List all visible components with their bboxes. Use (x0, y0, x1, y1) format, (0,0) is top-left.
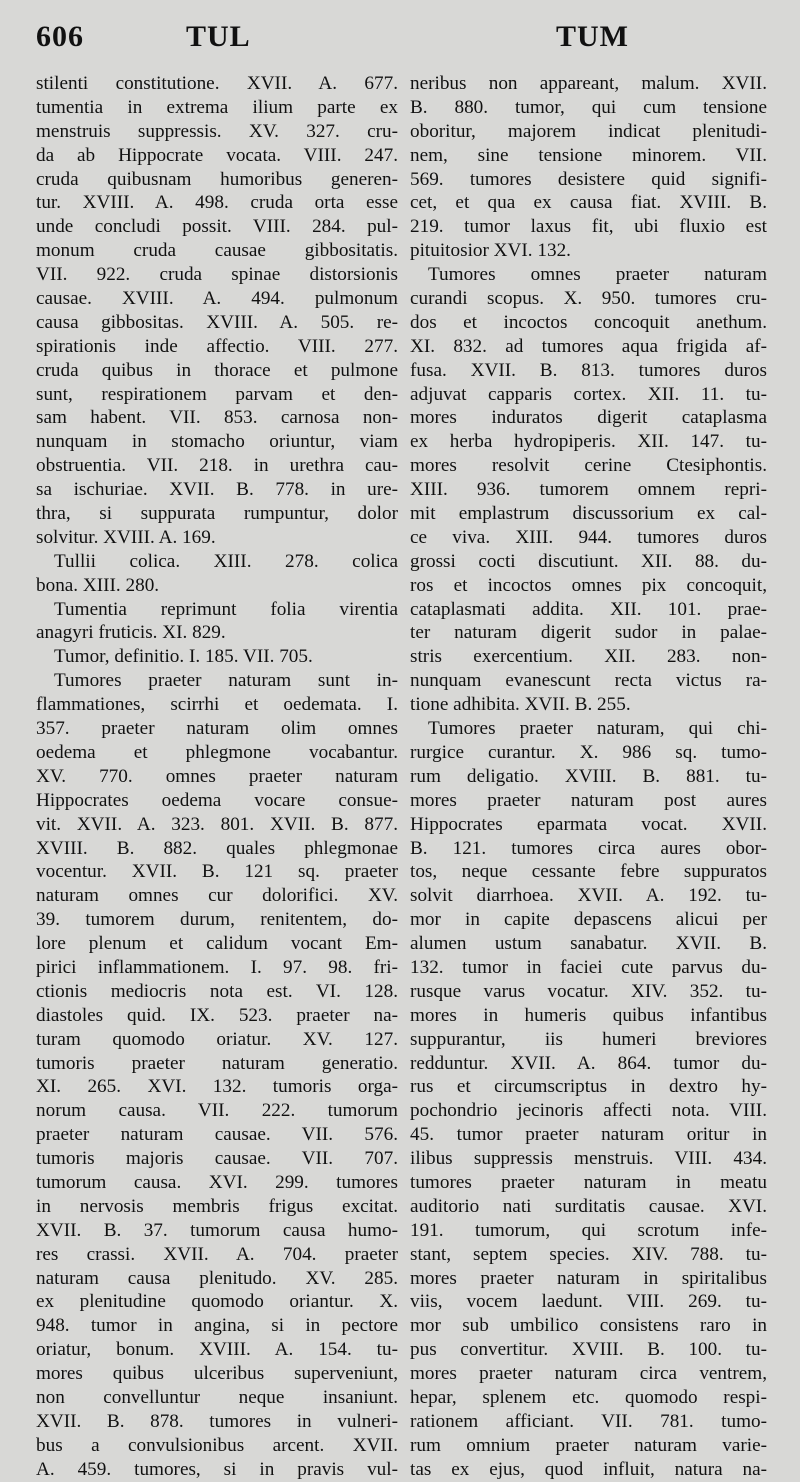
text-line: flammationes, scirrhi et oedemata. I. (36, 694, 398, 716)
right-running-head: TUM (556, 20, 629, 53)
text-line: alumen ustum sanabatur. XVII. B. (410, 933, 767, 955)
text-line: unde concludi possit. VIII. 284. pul- (36, 216, 398, 238)
text-line: oedema et phlegmone vocabantur. (36, 741, 398, 763)
text-line: praeter naturam causae. VII. 576. (36, 1124, 398, 1146)
text-line: mores praeter naturam circa ventrem, (410, 1363, 767, 1385)
text-line: tumentia in extrema ilium parte ex (36, 96, 398, 118)
text-line: XVII. B. 878. tumores in vulneri- (36, 1410, 398, 1432)
text-line: bus a convulsionibus arcent. XVII. (36, 1434, 398, 1456)
text-line: XVII. B. 37. tumorum causa humo- (36, 1219, 398, 1241)
text-line: causae. XVIII. A. 494. pulmonum (36, 288, 398, 310)
text-line: vocentur. XVII. B. 121 sq. praeter (36, 861, 398, 883)
text-line: solvitur. XVIII. A. 169. (36, 526, 216, 548)
text-line: 219. tumor laxus fit, ubi fluxio est (410, 216, 767, 238)
text-line: cataplasmati addita. XII. 101. prae- (410, 598, 767, 620)
text-line: tas ex ejus, quod influit, natura na- (410, 1458, 767, 1480)
text-line: thra, si suppurata rumpuntur, dolor (36, 503, 398, 525)
text-line: tos, neque cessante febre suppuratos (410, 861, 767, 883)
text-line: res crassi. XVII. A. 704. praeter (36, 1243, 398, 1265)
text-line: menstruis suppressis. XV. 327. cru- (36, 120, 398, 142)
text-line: suppurantur, iis humeri breviores (410, 1028, 767, 1050)
text-line: pus convertitur. XVIII. B. 100. tu- (410, 1339, 767, 1361)
text-line: redduntur. XVII. A. 864. tumor du- (410, 1052, 767, 1074)
text-line: 191. tumorum, qui scrotum infe- (410, 1219, 767, 1241)
text-line: causa gibbositas. XVIII. A. 505. re- (36, 311, 398, 333)
text-line: sunt, respirationem parvam et den- (36, 383, 398, 405)
text-line: neribus non appareant, malum. XVII. (410, 73, 767, 94)
text-line: Tumores omnes praeter naturam (428, 264, 767, 286)
text-line: stris exercentium. XII. 283. non- (410, 646, 767, 668)
right-column (410, 72, 767, 1482)
text-line: XVIII. B. 882. quales phlegmonae (36, 837, 398, 859)
text-line: sam habent. VII. 853. carnosa non- (36, 407, 398, 429)
text-line: ex plenitudine quomodo oriantur. X. (36, 1291, 398, 1313)
text-line: Tumentia reprimunt folia virentia (54, 598, 398, 620)
text-line: mores praeter naturam post aures (410, 789, 767, 811)
text-line: rum omnium praeter naturam varie- (410, 1434, 767, 1456)
text-line: fusa. XVII. B. 813. tumores duros (410, 359, 767, 381)
text-line: mores induratos digerit cataplasma (410, 407, 767, 429)
text-line: cet, et qua ex causa fiat. XVIII. B. (410, 192, 767, 214)
text-line: pirici inflammationem. I. 97. 98. fri- (36, 956, 398, 978)
text-line: oriatur, bonum. XVIII. A. 154. tu- (36, 1339, 398, 1361)
text-line: pochondrio jecinoris affecti nota. VIII. (410, 1100, 767, 1122)
left-column (36, 72, 398, 1482)
text-line: mores praeter naturam in spiritalibus (410, 1267, 767, 1289)
text-line: mor in capite depascens alicui per (410, 909, 767, 931)
text-line: Tullii colica. XIII. 278. colica (54, 550, 398, 572)
text-line: stant, septem species. XIV. 788. tu- (410, 1243, 767, 1265)
left-running-head: TUL (186, 20, 251, 53)
text-line: grossi cocti discutiunt. XII. 88. du- (410, 550, 767, 572)
text-line: nunquam in stomacho oriuntur, viam (36, 431, 398, 453)
text-line: adjuvat capparis cortex. XII. 11. tu- (410, 383, 767, 405)
page-header (0, 16, 800, 66)
text-line: lore plenum et calidum vocant Em- (36, 933, 398, 955)
text-line: non convelluntur neque insaniunt. (36, 1386, 398, 1408)
text-line: spirationis inde affectio. VIII. 277. (36, 335, 398, 357)
text-line: oboritur, majorem indicat plenitudi- (410, 120, 767, 142)
text-line: nunquam evanescunt recta victus ra- (410, 670, 767, 692)
text-line: in nervosis membris frigus excitat. (36, 1195, 398, 1217)
text-line: B. 880. tumor, qui cum tensione (410, 96, 767, 118)
text-line: ex herba hydropiperis. XII. 147. tu- (410, 431, 767, 453)
text-line: ctionis mediocris nota est. VI. 128. (36, 980, 398, 1002)
text-line: 45. tumor praeter naturam oritur in (410, 1124, 767, 1146)
text-line: hepar, splenem etc. quomodo respi- (410, 1386, 767, 1408)
text-line: ce viva. XIII. 944. tumores duros (410, 526, 767, 548)
text-line: turam quomodo oriatur. XV. 127. (36, 1028, 398, 1050)
text-line: nem, sine tensione minorem. VII. (410, 144, 767, 166)
text-line: mores in humeris quibus infantibus (410, 1004, 767, 1026)
text-line: stilenti constitutione. XVII. A. 677. (36, 73, 398, 94)
text-line: cruda quibusnam humoribus generen- (36, 168, 398, 190)
text-line: rurgice curantur. X. 986 sq. tumo- (410, 741, 767, 763)
text-line: XV. 770. omnes praeter naturam (36, 765, 398, 787)
text-line: diastoles quid. IX. 523. praeter na- (36, 1004, 398, 1026)
text-line: tumores praeter naturam in meatu (410, 1171, 767, 1193)
text-line: curandi scopus. X. 950. tumores cru- (410, 288, 767, 310)
page-number: 606 (36, 20, 84, 53)
text-line: Tumor, definitio. I. 185. VII. 705. (54, 646, 313, 668)
text-line: mor sub umbilico consistens raro in (410, 1315, 767, 1337)
text-line: viis, vocem laedunt. VIII. 269. tu- (410, 1291, 767, 1313)
text-line: A. 459. tumores, si in pravis vul- (36, 1458, 398, 1480)
text-line: norum causa. VII. 222. tumorum (36, 1100, 398, 1122)
text-line: XI. 832. ad tumores aqua frigida af- (410, 335, 767, 357)
text-line: solvit diarrhoea. XVII. A. 192. tu- (410, 885, 767, 907)
text-line: Hippocrates oedema vocare consue- (36, 789, 398, 811)
text-line: ilibus suppressis menstruis. VIII. 434. (410, 1148, 767, 1170)
text-line: monum cruda causae gibbositatis. (36, 240, 398, 262)
text-line: da ab Hippocrate vocata. VIII. 247. (36, 144, 398, 166)
text-line: cruda quibus in thorace et pulmone (36, 359, 398, 381)
text-line: anagyri fruticis. XI. 829. (36, 622, 226, 644)
text-line: 569. tumores desistere quid signifi- (410, 168, 767, 190)
text-line: Tumores praeter naturam sunt in- (54, 670, 398, 692)
text-line: dos et incoctos concoquit anethum. (410, 311, 767, 333)
text-line: vit. XVII. A. 323. 801. XVII. B. 877. (36, 813, 398, 835)
text-line: Tumores praeter naturam, qui chi- (428, 718, 767, 740)
text-line: sa ischuriae. XVII. B. 778. in ure- (36, 479, 398, 501)
text-line: 39. tumorem durum, renitentem, do- (36, 909, 398, 931)
text-line: mit emplastrum discussorium ex cal- (410, 503, 767, 525)
text-line: 948. tumor in angina, si in pectore (36, 1315, 398, 1337)
text-line: 132. tumor in faciei cute parvus du- (410, 956, 767, 978)
text-line: ter naturam digerit sudor in palae- (410, 622, 767, 644)
text-line: ros et incoctos omnes pix concoquit, (410, 574, 767, 596)
text-line: tumoris majoris causae. VII. 707. (36, 1148, 398, 1170)
text-line: rusque varus vocatur. XIV. 352. tu- (410, 980, 767, 1002)
text-line: tur. XVIII. A. 498. cruda orta esse (36, 192, 398, 214)
text-line: 357. praeter naturam olim omnes (36, 718, 398, 740)
text-line: auditorio nati surditatis causae. XVI. (410, 1195, 767, 1217)
text-line: naturam causa plenitudo. XV. 285. (36, 1267, 398, 1289)
text-line: tumoris praeter naturam generatio. (36, 1052, 398, 1074)
text-line: B. 121. tumores circa aures obor- (410, 837, 767, 859)
text-line: XI. 265. XVI. 132. tumoris orga- (36, 1076, 398, 1098)
text-line: rus et circumscriptus in dextro hy- (410, 1076, 767, 1098)
text-line: pituitosior XVI. 132. (410, 240, 571, 262)
text-line: mores quibus ulceribus superveniunt, (36, 1363, 398, 1385)
text-line: XIII. 936. tumorem omnem repri- (410, 479, 767, 501)
text-line: bona. XIII. 280. (36, 574, 160, 596)
text-line: VII. 922. cruda spinae distorsionis (36, 264, 398, 286)
text-line: naturam omnes cur dolorifici. XV. (36, 885, 398, 907)
text-line: tumorum causa. XVI. 299. tumores (36, 1171, 398, 1193)
text-line: rum deligatio. XVIII. B. 881. tu- (410, 765, 767, 787)
text-line: Hippocrates eparmata vocat. XVII. (410, 813, 767, 835)
text-line: tione adhibita. XVII. B. 255. (410, 694, 631, 716)
text-line: obstruentia. VII. 218. in urethra cau- (36, 455, 398, 477)
text-line: mores resolvit cerine Ctesiphontis. (410, 455, 767, 477)
text-line: rationem afficiant. VII. 781. tumo- (410, 1410, 767, 1432)
